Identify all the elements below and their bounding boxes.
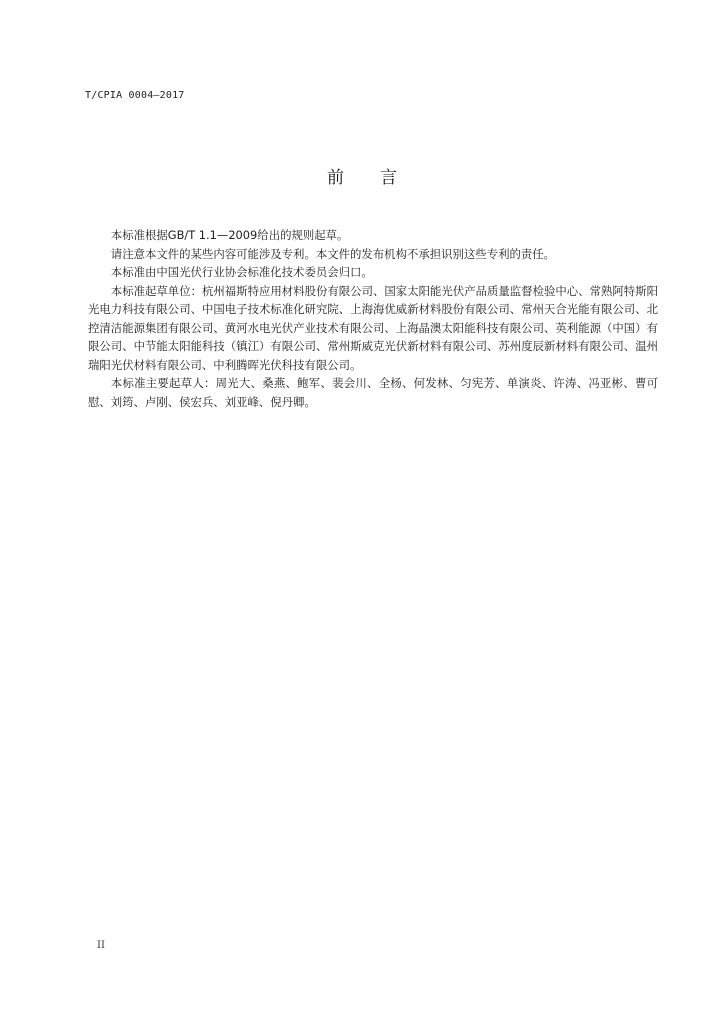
paragraph-centralized-by: 本标准由中国光伏行业协会标准化技术委员会归口。: [110, 265, 373, 279]
paragraph-drafting-units: 本标准起草单位：杭州福斯特应用材料股份有限公司、国家太阳能光伏产品质量监督检验中心、常熟阿特斯阳光电力科技有限公司、中国电子技术标准化研究院、上海海优威新材料股份有限公司、常州天合光能有限公司、北控清洁能源集团有限公司、黄河水电光伏产业技术有限公司、上海晶澳太阳能科技有限公司、英利能源（中国）有限公司、中节能太阳能科技（镇江）有限公司、常州斯威克光伏新材料有限公司、苏州度辰新材料有限公司、温州瑞阳光伏材料有限公司、中利腾晖光伏科技有限公司。: [88, 283, 658, 372]
paragraph-main-drafters: 本标准主要起草人：周光大、桑燕、鲍军、裴会川、全杨、何发林、匀宪芳、单演炎、许涛、冯亚彬、曹可慰、刘筠、卢刚、侯宏兵、刘亚峰、倪丹卿。: [88, 376, 658, 409]
paragraph-patent-notice: 请注意本文件的某些内容可能涉及专利。本文件的发布机构不承担识别这些专利的责任。: [110, 246, 556, 261]
standard-code: T/CPIA 0004—2017: [85, 90, 185, 101]
title-char-1: 前: [327, 168, 344, 188]
page-title: [0, 163, 724, 188]
foreword-body: [88, 226, 658, 411]
page-number: II: [97, 940, 105, 951]
title-char-2: 言: [380, 168, 397, 188]
paragraph-drafting-rules: 本标准根据GB/T 1.1—2009给出的规则起草。: [110, 228, 349, 242]
